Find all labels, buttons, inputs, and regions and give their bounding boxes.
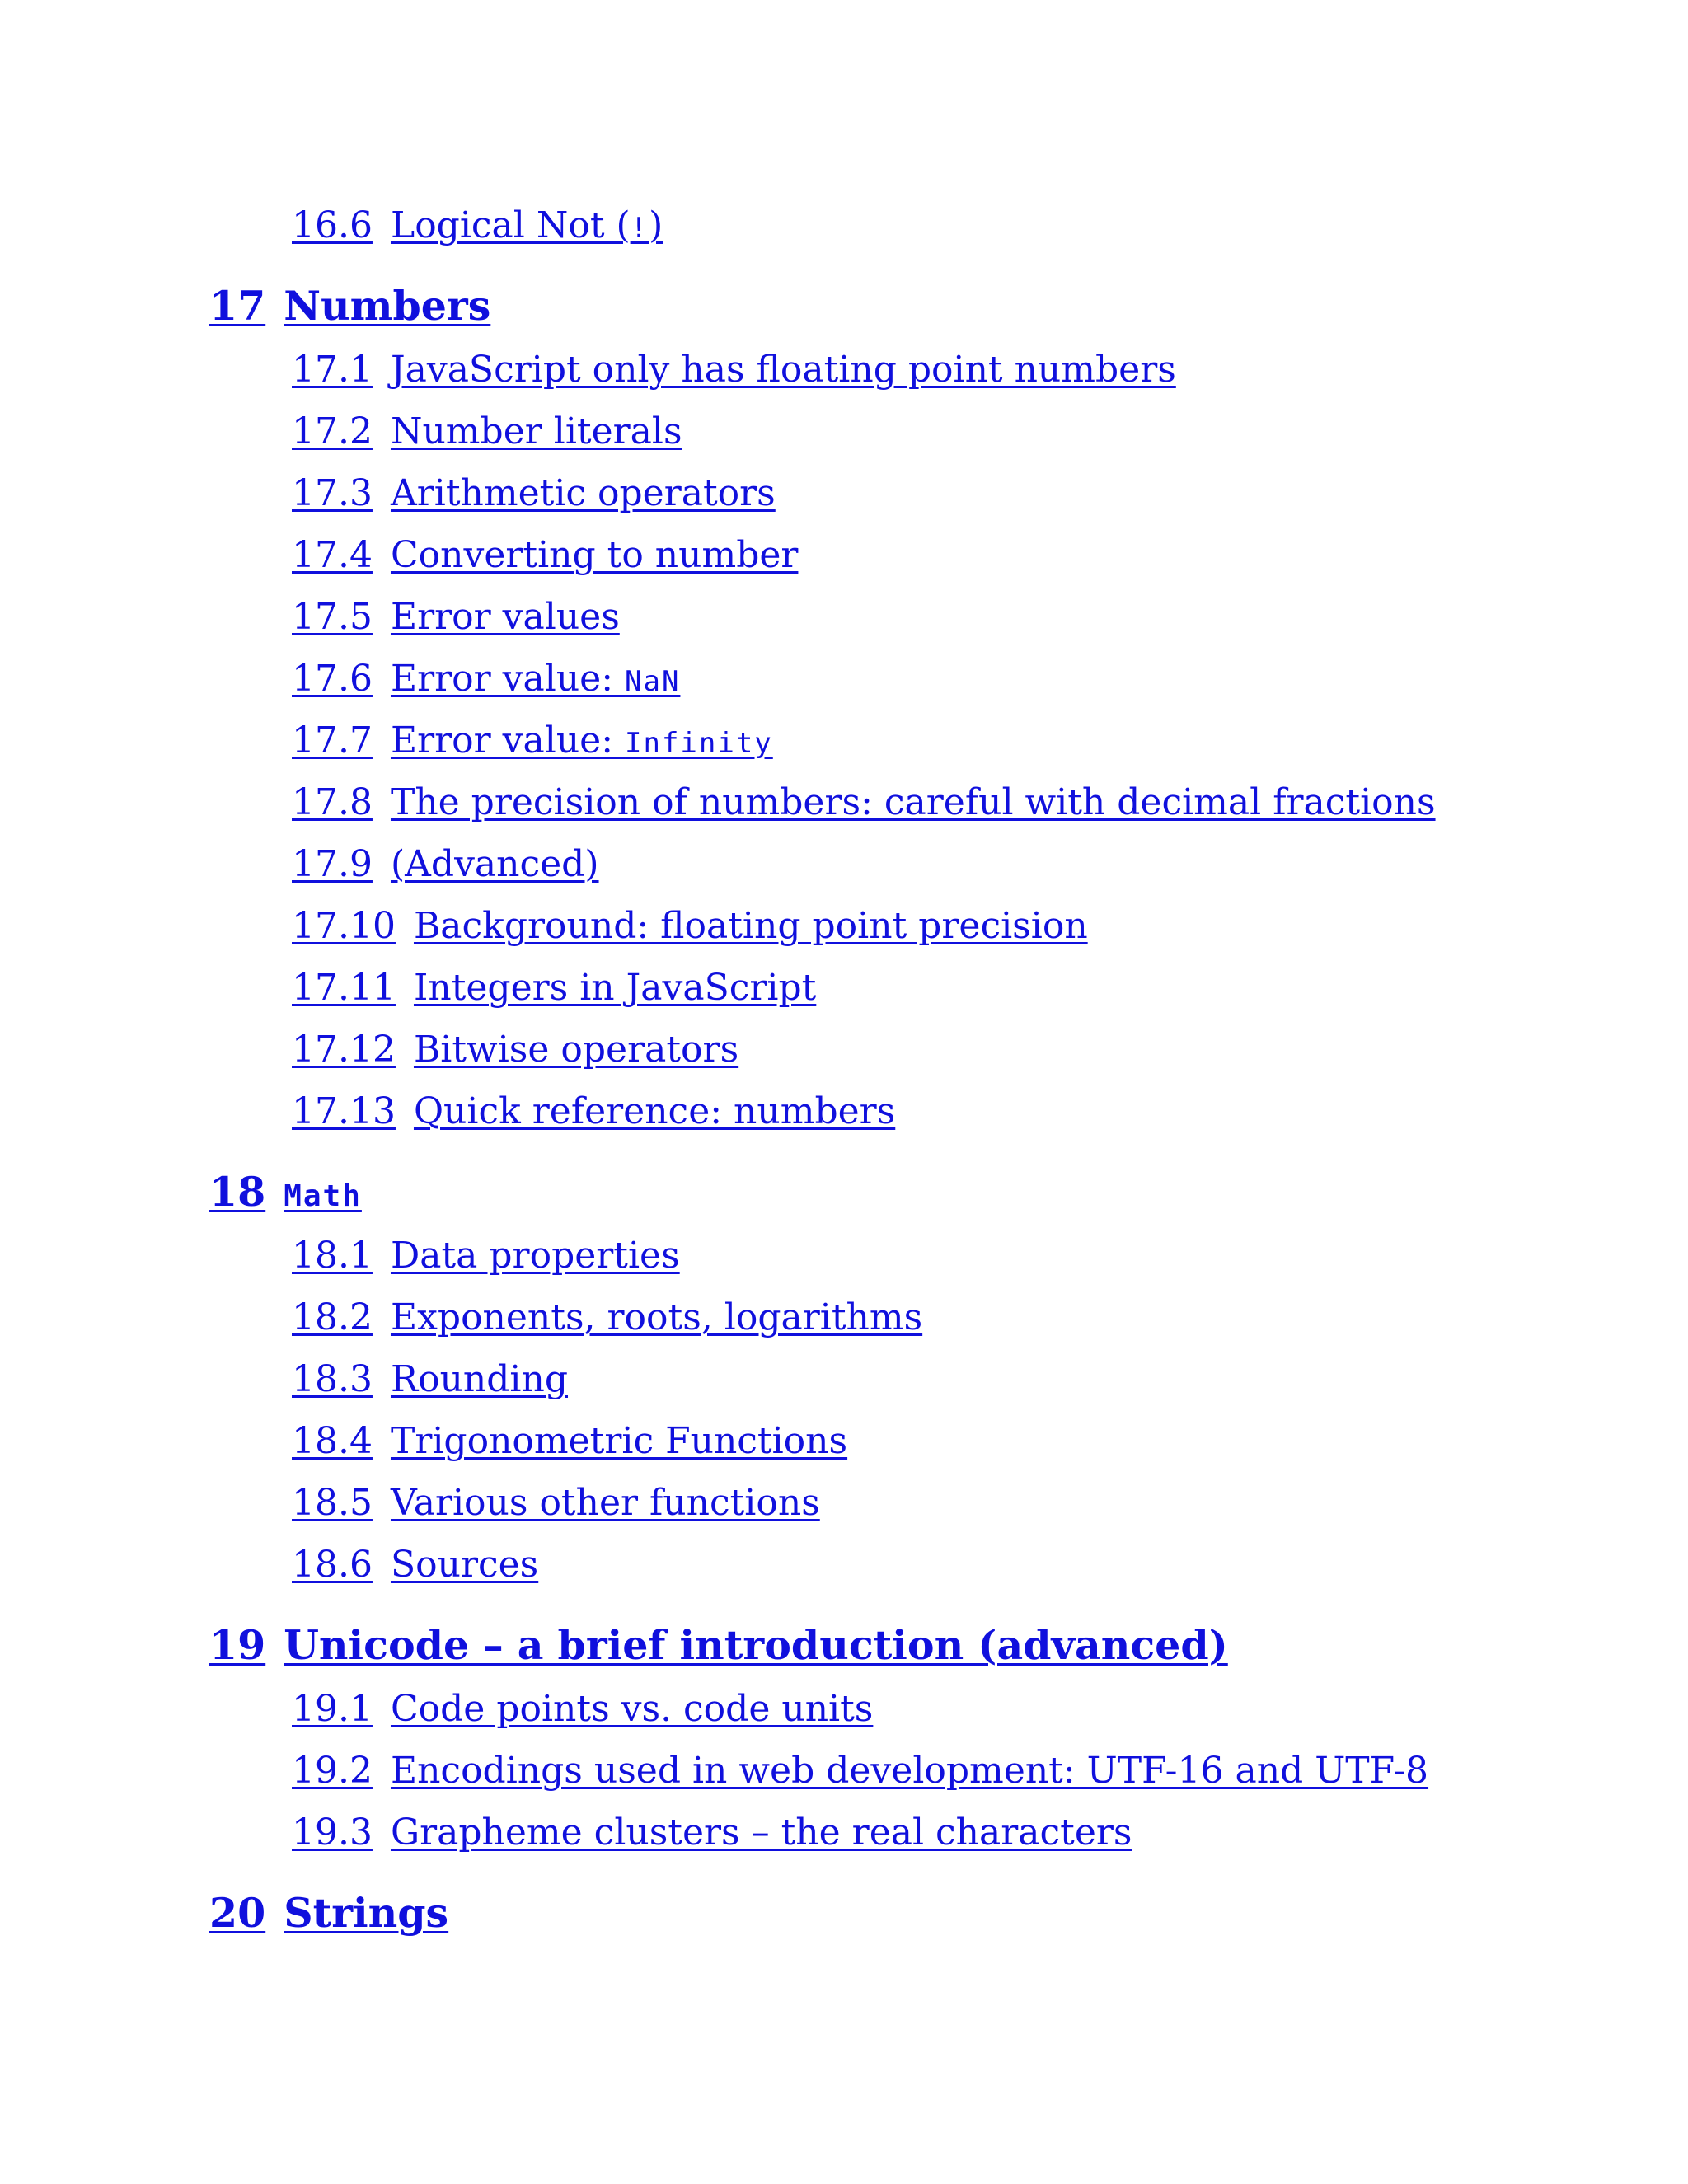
toc-section-link[interactable] [292,1678,1611,1740]
toc-section-link[interactable] [292,524,1611,586]
section-title-suffix: ) [649,204,663,246]
section-number: 18.3 [292,1358,373,1400]
section-code: Infinity [625,727,773,760]
section-number: 17.10 [292,905,396,947]
chapter-title: Unicode – a brief introduction (advanced) [284,1621,1228,1669]
section-number: 19.1 [292,1688,373,1730]
section-title: (Advanced) [390,843,599,885]
toc-section-link[interactable] [292,1286,1611,1348]
toc-section-link[interactable] [292,401,1611,462]
section-number: 17.7 [292,719,373,762]
toc-chapter-block [209,273,1611,1142]
section-title: Encodings used in web development: UTF-16 and UTF-8 [390,1750,1429,1792]
section-title: Number literals [390,410,682,452]
toc-chapter-block [209,194,1611,256]
toc-section-link[interactable] [292,1534,1611,1596]
section-title: Grapheme clusters – the real characters [390,1811,1132,1854]
section-number: 19.2 [292,1750,373,1792]
section-title: Error value: [390,719,626,762]
section-number: 16.6 [292,204,373,246]
toc-section-link[interactable] [292,895,1611,957]
section-title: Error values [390,596,620,638]
toc-chapter-link[interactable] [209,273,1611,339]
section-title: Logical Not ( [390,204,631,246]
toc-section-link[interactable] [292,1080,1611,1142]
toc-chapter-block [209,1880,1611,1946]
section-number: 17.4 [292,534,373,576]
toc-section-link[interactable] [292,1740,1611,1802]
toc-section-link[interactable] [292,1472,1611,1534]
chapter-code: Math [284,1179,362,1213]
section-title: Various other functions [390,1482,820,1524]
section-title: JavaScript only has floating point numbers [390,349,1176,391]
section-title: Quick reference: numbers [413,1090,896,1132]
section-number: 17.5 [292,596,373,638]
toc-section-link[interactable] [292,1019,1611,1080]
section-title: Code points vs. code units [390,1688,874,1730]
section-title: Bitwise operators [413,1029,739,1071]
section-number: 17.2 [292,410,373,452]
section-number: 17.3 [292,472,373,514]
chapter-number: 18 [209,1168,266,1216]
section-title: Error value: [390,658,626,700]
toc-section-link[interactable] [292,957,1611,1019]
section-title: Data properties [390,1235,680,1277]
section-title: The precision of numbers: careful with decimal fractions [390,781,1436,823]
toc-section-link[interactable] [292,462,1611,524]
section-number: 17.6 [292,658,373,700]
toc-section-link[interactable] [292,833,1611,895]
chapter-number: 19 [209,1621,266,1669]
toc-chapter-link[interactable] [209,1612,1611,1678]
section-title: Rounding [390,1358,569,1400]
section-number: 18.5 [292,1482,373,1524]
section-title: Background: floating point precision [413,905,1088,947]
section-code: ! [630,212,649,245]
table-of-contents [209,194,1611,1946]
section-title: Converting to number [390,534,799,576]
section-number: 18.4 [292,1420,373,1462]
toc-section-link[interactable] [292,586,1611,648]
toc-section-link[interactable] [292,194,1611,256]
toc-section-link[interactable] [292,1348,1611,1410]
section-number: 19.3 [292,1811,373,1854]
section-title: Sources [390,1544,539,1586]
toc-section-link[interactable] [292,648,1611,710]
section-number: 18.6 [292,1544,373,1586]
section-number: 17.13 [292,1090,396,1132]
chapter-number: 17 [209,282,266,330]
section-number: 17.8 [292,781,373,823]
section-number: 18.1 [292,1235,373,1277]
chapter-title: Numbers [284,282,491,330]
section-title: Exponents, roots, logarithms [390,1296,923,1338]
toc-chapter-block [209,1159,1611,1596]
section-title: Arithmetic operators [390,472,776,514]
toc-section-link[interactable] [292,1225,1611,1286]
section-title: Integers in JavaScript [413,967,817,1009]
section-title: Trigonometric Functions [390,1420,848,1462]
section-number: 17.9 [292,843,373,885]
section-number: 17.11 [292,967,396,1009]
toc-section-link[interactable] [292,771,1611,833]
toc-section-link[interactable] [292,339,1611,401]
toc-section-link[interactable] [292,710,1611,771]
section-number: 17.1 [292,349,373,391]
toc-chapter-link[interactable] [209,1880,1611,1946]
section-number: 17.12 [292,1029,396,1071]
section-code: NaN [625,665,681,698]
toc-chapter-link[interactable] [209,1159,1611,1225]
section-number: 18.2 [292,1296,373,1338]
toc-section-link[interactable] [292,1410,1611,1472]
chapter-title: Strings [284,1889,449,1937]
chapter-number: 20 [209,1889,266,1937]
toc-section-link[interactable] [292,1802,1611,1863]
toc-chapter-block [209,1612,1611,1863]
